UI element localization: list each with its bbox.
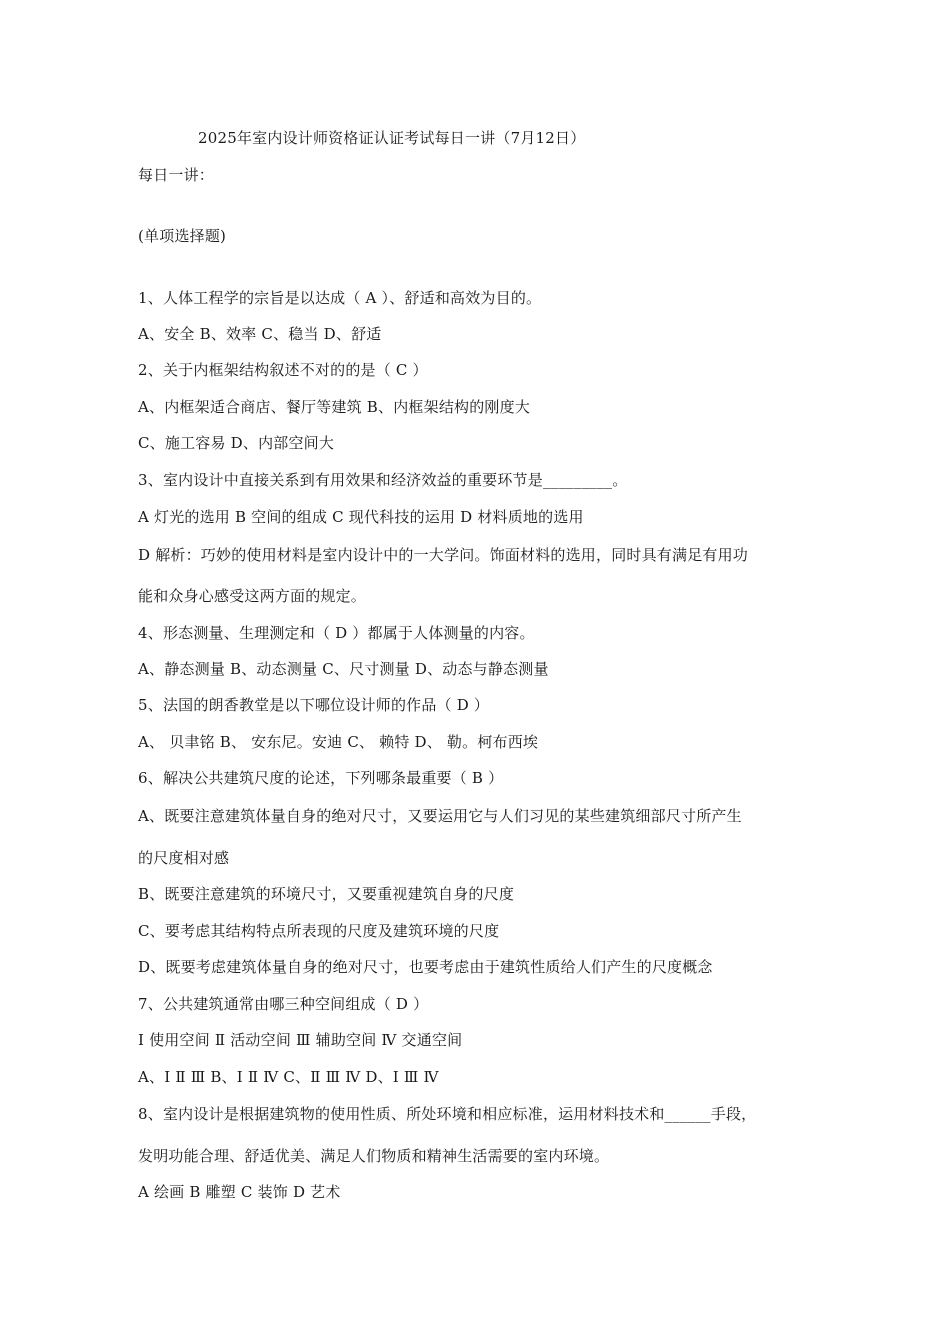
question-line: A、安全 B、效率 C、稳当 D、舒适 [138,325,382,343]
question-line: C、要考虑其结构特点所表现的尺度及建筑环境的尺度 [138,922,500,940]
question-line: 5、法国的朗香教堂是以下哪位设计师的作品（ D ） [138,696,490,714]
question-line: 发明功能合理、舒适优美、满足人们物质和精神生活需要的室内环境。 [138,1147,610,1165]
question-line: D、既要考虑建筑体量自身的绝对尺寸，也要考虑由于建筑性质给人们产生的尺度概念 [138,958,713,976]
question-line: 6、解决公共建筑尺度的论述，下列哪条最重要（ B ） [138,769,504,787]
question-line: A 灯光的选用 B 空间的组成 C 现代科技的运用 D 材料质地的选用 [138,508,584,526]
question-line: 的尺度相对感 [138,849,230,867]
question-line: 1、人体工程学的宗旨是以达成（ A ）、舒适和高效为目的。 [138,289,542,307]
question-line: D 解析：巧妙的使用材料是室内设计中的一大学问。饰面材料的选用，同时具有满足有用功 [138,546,748,564]
question-line: B、既要注意建筑的环境尺寸，又要重视建筑自身的尺度 [138,885,515,903]
question-line: 2、关于内框架结构叙述不对的的是（ C ） [138,361,428,379]
question-line: 4、形态测量、生理测定和（ D ）都属于人体测量的内容。 [138,624,535,642]
question-line: A、既要注意建筑体量自身的绝对尺寸，又要运用它与人们习见的某些建筑细部尺寸所产生 [138,807,742,825]
question-line: A、内框架适合商店、餐厅等建筑 B、内框架结构的刚度大 [138,398,531,416]
section-heading: (单项选择题) [138,227,227,245]
question-line: A、静态测量 B、动态测量 C、尺寸测量 D、动态与静态测量 [138,660,549,678]
question-line: A、Ⅰ Ⅱ Ⅲ B、Ⅰ Ⅱ Ⅳ C、Ⅱ Ⅲ Ⅳ D、Ⅰ Ⅲ Ⅳ [138,1068,439,1086]
intro-label: 每日一讲： [138,166,215,184]
question-line: 8、室内设计是根据建筑物的使用性质、所处环境和相应标准，运用材料技术和______手段， [138,1105,757,1123]
question-line: 3、室内设计中直接关系到有用效果和经济效益的重要环节是_________。 [138,471,628,489]
question-line: A 绘画 B 雕塑 C 装饰 D 艺术 [138,1183,341,1201]
question-line: 能和众身心感受这两方面的规定。 [138,587,367,605]
question-line: C、施工容易 D、内部空间大 [138,434,335,452]
question-line: A、 贝聿铭 B、 安东尼。安迪 C、 赖特 D、 勒。柯布西埃 [138,733,539,751]
question-line: Ⅰ 使用空间 Ⅱ 活动空间 Ⅲ 辅助空间 Ⅳ 交通空间 [138,1031,463,1049]
question-line: 7、公共建筑通常由哪三种空间组成（ D ） [138,995,429,1013]
document-title: 2025年室内设计师资格证认证考试每日一讲（7月12日） [198,129,586,147]
